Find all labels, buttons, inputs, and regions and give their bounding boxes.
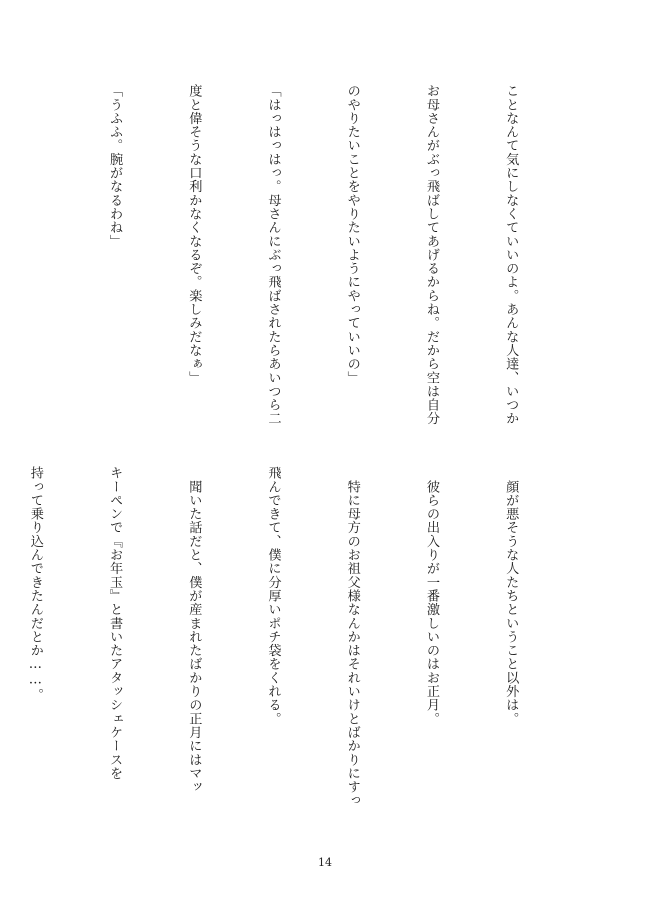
text-column: 彼らの出入りが一番激しいのはお正月。 (423, 466, 439, 726)
text-column: 顔が悪そうな人たちということ以外は。 (503, 466, 519, 726)
text-column: お母さんがぶっ飛ばしてあげるからね。だから空は自分 (423, 84, 439, 426)
text-column: 特に母方のお祖父様なんかはそれいけとばかりにすっ (344, 466, 360, 808)
page-number: 14 (318, 856, 332, 869)
text-column: 聞いた話だと、僕が産まれたばかりの正月にはマッ (186, 466, 202, 794)
text-column: ことなんて気にしなくていいのよ。あんな人達、いつか (503, 84, 519, 426)
text-block-lower (27, 466, 576, 836)
text-column: 「はっはっはっ。母さんにぶっ飛ばされたらあいつら二 (265, 84, 281, 426)
text-column: 飛んできて、僕に分厚いポチ袋をくれる。 (265, 466, 281, 726)
text-column: 「うふふ。腕がなるわね」 (107, 84, 123, 248)
text-column: 度と偉そうな口利かなくなるぞ。楽しみだなぁ」 (186, 84, 202, 385)
text-column: キーペンで『お年玉』と書いたアタッシェケースを (107, 466, 123, 780)
text-column: のやりたいことをやりたいようにやっていいの」 (344, 84, 360, 385)
text-column: 持って乗り込んできたんだとか……。 (27, 466, 43, 702)
text-block-upper (88, 84, 576, 429)
